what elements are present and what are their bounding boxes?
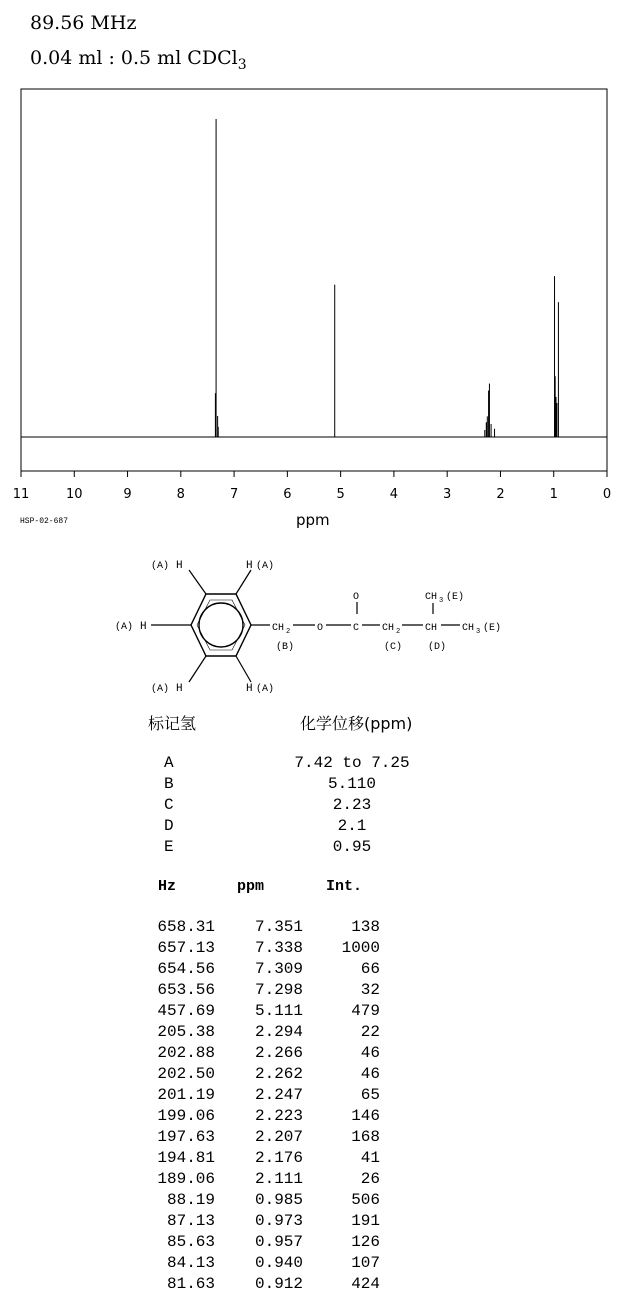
x-tick-label: 7: [229, 487, 239, 502]
spectrum-trace: [21, 119, 607, 437]
label-ch3-top: CH: [425, 592, 438, 603]
peak-ppm: 7.309: [254, 960, 303, 978]
label-ch3-top-sub: 3: [439, 597, 444, 605]
peak-ppm: 2.111: [254, 1170, 303, 1188]
x-tick-label: 10: [65, 487, 83, 502]
label-ch2-c: CH: [382, 623, 395, 634]
label-ch3-right: CH: [462, 623, 475, 634]
assignment-shift: 7.42 to 7.25: [294, 754, 410, 772]
x-tick-label: 11: [12, 487, 30, 502]
peak-int: 41: [360, 1149, 380, 1167]
x-tick-label: 0: [602, 487, 612, 502]
peak-row: [0, 1002, 626, 1023]
label-ch3-right-sub: 3: [476, 628, 481, 636]
benzene-ring-inner: [197, 600, 245, 650]
x-tick-label: 2: [496, 487, 505, 502]
peak-row: [0, 1233, 626, 1254]
assignment-shift: 2.23: [332, 796, 372, 814]
peak-hz: 199.06: [157, 1107, 215, 1125]
label-h-left: H: [140, 621, 147, 633]
bond-ha-bottom-right: [236, 656, 251, 682]
peak-hz: 657.13: [157, 939, 215, 957]
label-a-tr: (A): [256, 561, 275, 572]
bond-ha-bottom-left: [189, 656, 206, 682]
peak-header-hz: Hz: [158, 878, 177, 895]
label-h-bl: H: [176, 683, 183, 695]
x-tick-label: 1: [549, 487, 558, 502]
label-h-br: H: [246, 683, 253, 695]
label-ch-d: CH: [425, 623, 438, 634]
peak-hz: 658.31: [157, 918, 215, 936]
peak-hz: 84.13: [166, 1254, 215, 1272]
peak-ppm: 7.338: [254, 939, 303, 957]
x-tick-label: 4: [389, 487, 399, 502]
peak-hz: 87.13: [166, 1212, 215, 1230]
peak-ppm: 0.985: [254, 1191, 303, 1209]
peak-ppm: 0.957: [254, 1233, 303, 1251]
label-ch2-c-sub: 2: [396, 628, 401, 636]
peak-int: 65: [360, 1086, 380, 1104]
label-ch2-b-sub: 2: [286, 628, 291, 636]
label-e-tag-top: (E): [446, 592, 465, 603]
label-a-bl: (A): [151, 684, 170, 695]
peak-hz: 201.19: [157, 1086, 215, 1104]
peak-hz: 88.19: [166, 1191, 215, 1209]
assignment-label: B: [164, 775, 174, 793]
peak-int: 191: [351, 1212, 380, 1230]
peak-row: [0, 1023, 626, 1044]
assignment-label-header: 标记氢: [148, 714, 197, 733]
peak-hz: 205.38: [157, 1023, 215, 1041]
peak-row: [0, 1170, 626, 1191]
label-c-tag: (C): [384, 642, 403, 653]
label-a-tl: (A): [151, 561, 170, 572]
peak-int: 168: [351, 1128, 380, 1146]
peak-hz: 197.63: [157, 1128, 215, 1146]
chemical-structure: [0, 548, 626, 698]
peak-hz: 81.63: [166, 1275, 215, 1293]
peak-int: 32: [360, 981, 380, 999]
peak-hz: 654.56: [157, 960, 215, 978]
assignment-shift: 0.95: [332, 838, 372, 856]
peak-row: [0, 1044, 626, 1065]
peak-int: 126: [351, 1233, 380, 1251]
label-ch2-b: CH: [272, 623, 285, 634]
label-a-br: (A): [256, 684, 275, 695]
peak-int: 146: [351, 1107, 380, 1125]
peak-hz: 189.06: [157, 1170, 215, 1188]
assignment-row: [164, 838, 464, 859]
peak-ppm: 2.247: [254, 1086, 303, 1104]
x-axis-ticks: [13, 471, 611, 502]
peak-int: 26: [360, 1170, 380, 1188]
assignment-row: [164, 754, 464, 775]
assignment-shift-header: 化学位移(ppm): [300, 714, 413, 733]
peak-ppm: 2.207: [254, 1128, 303, 1146]
peak-row: [0, 918, 626, 939]
label-h-tl: H: [176, 560, 183, 572]
assignment-label: A: [164, 754, 174, 772]
label-c-carbonyl: C: [353, 623, 360, 634]
assignment-label: D: [164, 817, 174, 835]
peak-row: [0, 1107, 626, 1128]
assignment-shift: 5.110: [327, 775, 376, 793]
peak-ppm: 2.176: [254, 1149, 303, 1167]
peak-ppm: 7.351: [254, 918, 303, 936]
assignment-shift: 2.1: [337, 817, 367, 835]
nmr-spectrum-chart: [0, 0, 626, 540]
assignment-row: [164, 775, 464, 796]
peak-hz: 653.56: [157, 981, 215, 999]
peak-int: 107: [351, 1254, 380, 1272]
solvent-subscript: 3: [237, 56, 247, 73]
x-tick-label: 8: [176, 487, 185, 502]
assignment-row: [164, 817, 464, 838]
peak-ppm: 0.940: [254, 1254, 303, 1272]
label-o-carbonyl: O: [353, 592, 360, 603]
peak-ppm: 2.223: [254, 1107, 303, 1125]
peak-row: [0, 960, 626, 981]
peak-ppm: 2.266: [254, 1044, 303, 1062]
peak-row: [0, 1275, 626, 1296]
peak-int: 46: [360, 1065, 380, 1083]
peak-int: 46: [360, 1044, 380, 1062]
peak-ppm: 0.973: [254, 1212, 303, 1230]
peak-row: [0, 1065, 626, 1086]
peak-int: 479: [351, 1002, 380, 1020]
peak-ppm: 7.298: [254, 981, 303, 999]
x-tick-label: 3: [443, 487, 452, 502]
peak-row: [0, 1254, 626, 1275]
assignment-label: C: [164, 796, 174, 814]
peak-header-int: Int.: [326, 878, 363, 895]
bond-ha-top-left: [189, 570, 206, 594]
x-axis-label: ppm: [296, 511, 330, 529]
assignment-row: [164, 796, 464, 817]
peak-hz: 85.63: [166, 1233, 215, 1251]
peak-hz: 457.69: [157, 1002, 215, 1020]
peak-int: 22: [360, 1023, 380, 1041]
label-h-tr: H: [246, 560, 253, 572]
aromatic-circle: [199, 603, 243, 647]
solvent-text: 0.04 ml : 0.5 ml CDCl: [30, 47, 238, 69]
peak-int: 138: [351, 918, 380, 936]
peak-ppm: 0.912: [254, 1275, 303, 1293]
label-o-ester: O: [317, 623, 324, 634]
label-a-left: (A): [115, 622, 134, 633]
spectrometer-frequency: 89.56 MHz: [30, 12, 137, 34]
peak-int: 424: [351, 1275, 380, 1293]
peak-int: 1000: [341, 939, 380, 957]
label-d-tag: (D): [428, 642, 447, 653]
peak-hz: 202.88: [157, 1044, 215, 1062]
bond-ha-top-right: [236, 570, 251, 594]
plot-frame: [21, 89, 607, 471]
peak-row: [0, 1212, 626, 1233]
x-tick-label: 5: [336, 487, 345, 502]
peak-row: [0, 939, 626, 960]
peak-ppm: 5.111: [254, 1002, 303, 1020]
peak-row: [0, 1086, 626, 1107]
peak-header-ppm: ppm: [237, 878, 265, 895]
peak-ppm: 2.294: [254, 1023, 303, 1041]
peak-row: [0, 981, 626, 1002]
peak-int: 506: [351, 1191, 380, 1209]
peak-row: [0, 1191, 626, 1212]
peak-row: [0, 1149, 626, 1170]
peak-row: [0, 1128, 626, 1149]
x-tick-label: 6: [283, 487, 292, 502]
spectrum-id: HSP-02-687: [20, 517, 69, 526]
x-tick-label: 9: [123, 487, 132, 502]
label-e-tag-right: (E): [483, 623, 502, 634]
peak-hz: 194.81: [157, 1149, 215, 1167]
peak-ppm: 2.262: [254, 1065, 303, 1083]
peak-int: 66: [360, 960, 380, 978]
peak-hz: 202.50: [157, 1065, 215, 1083]
assignment-label: E: [164, 838, 174, 856]
label-b-tag: (B): [276, 642, 295, 653]
